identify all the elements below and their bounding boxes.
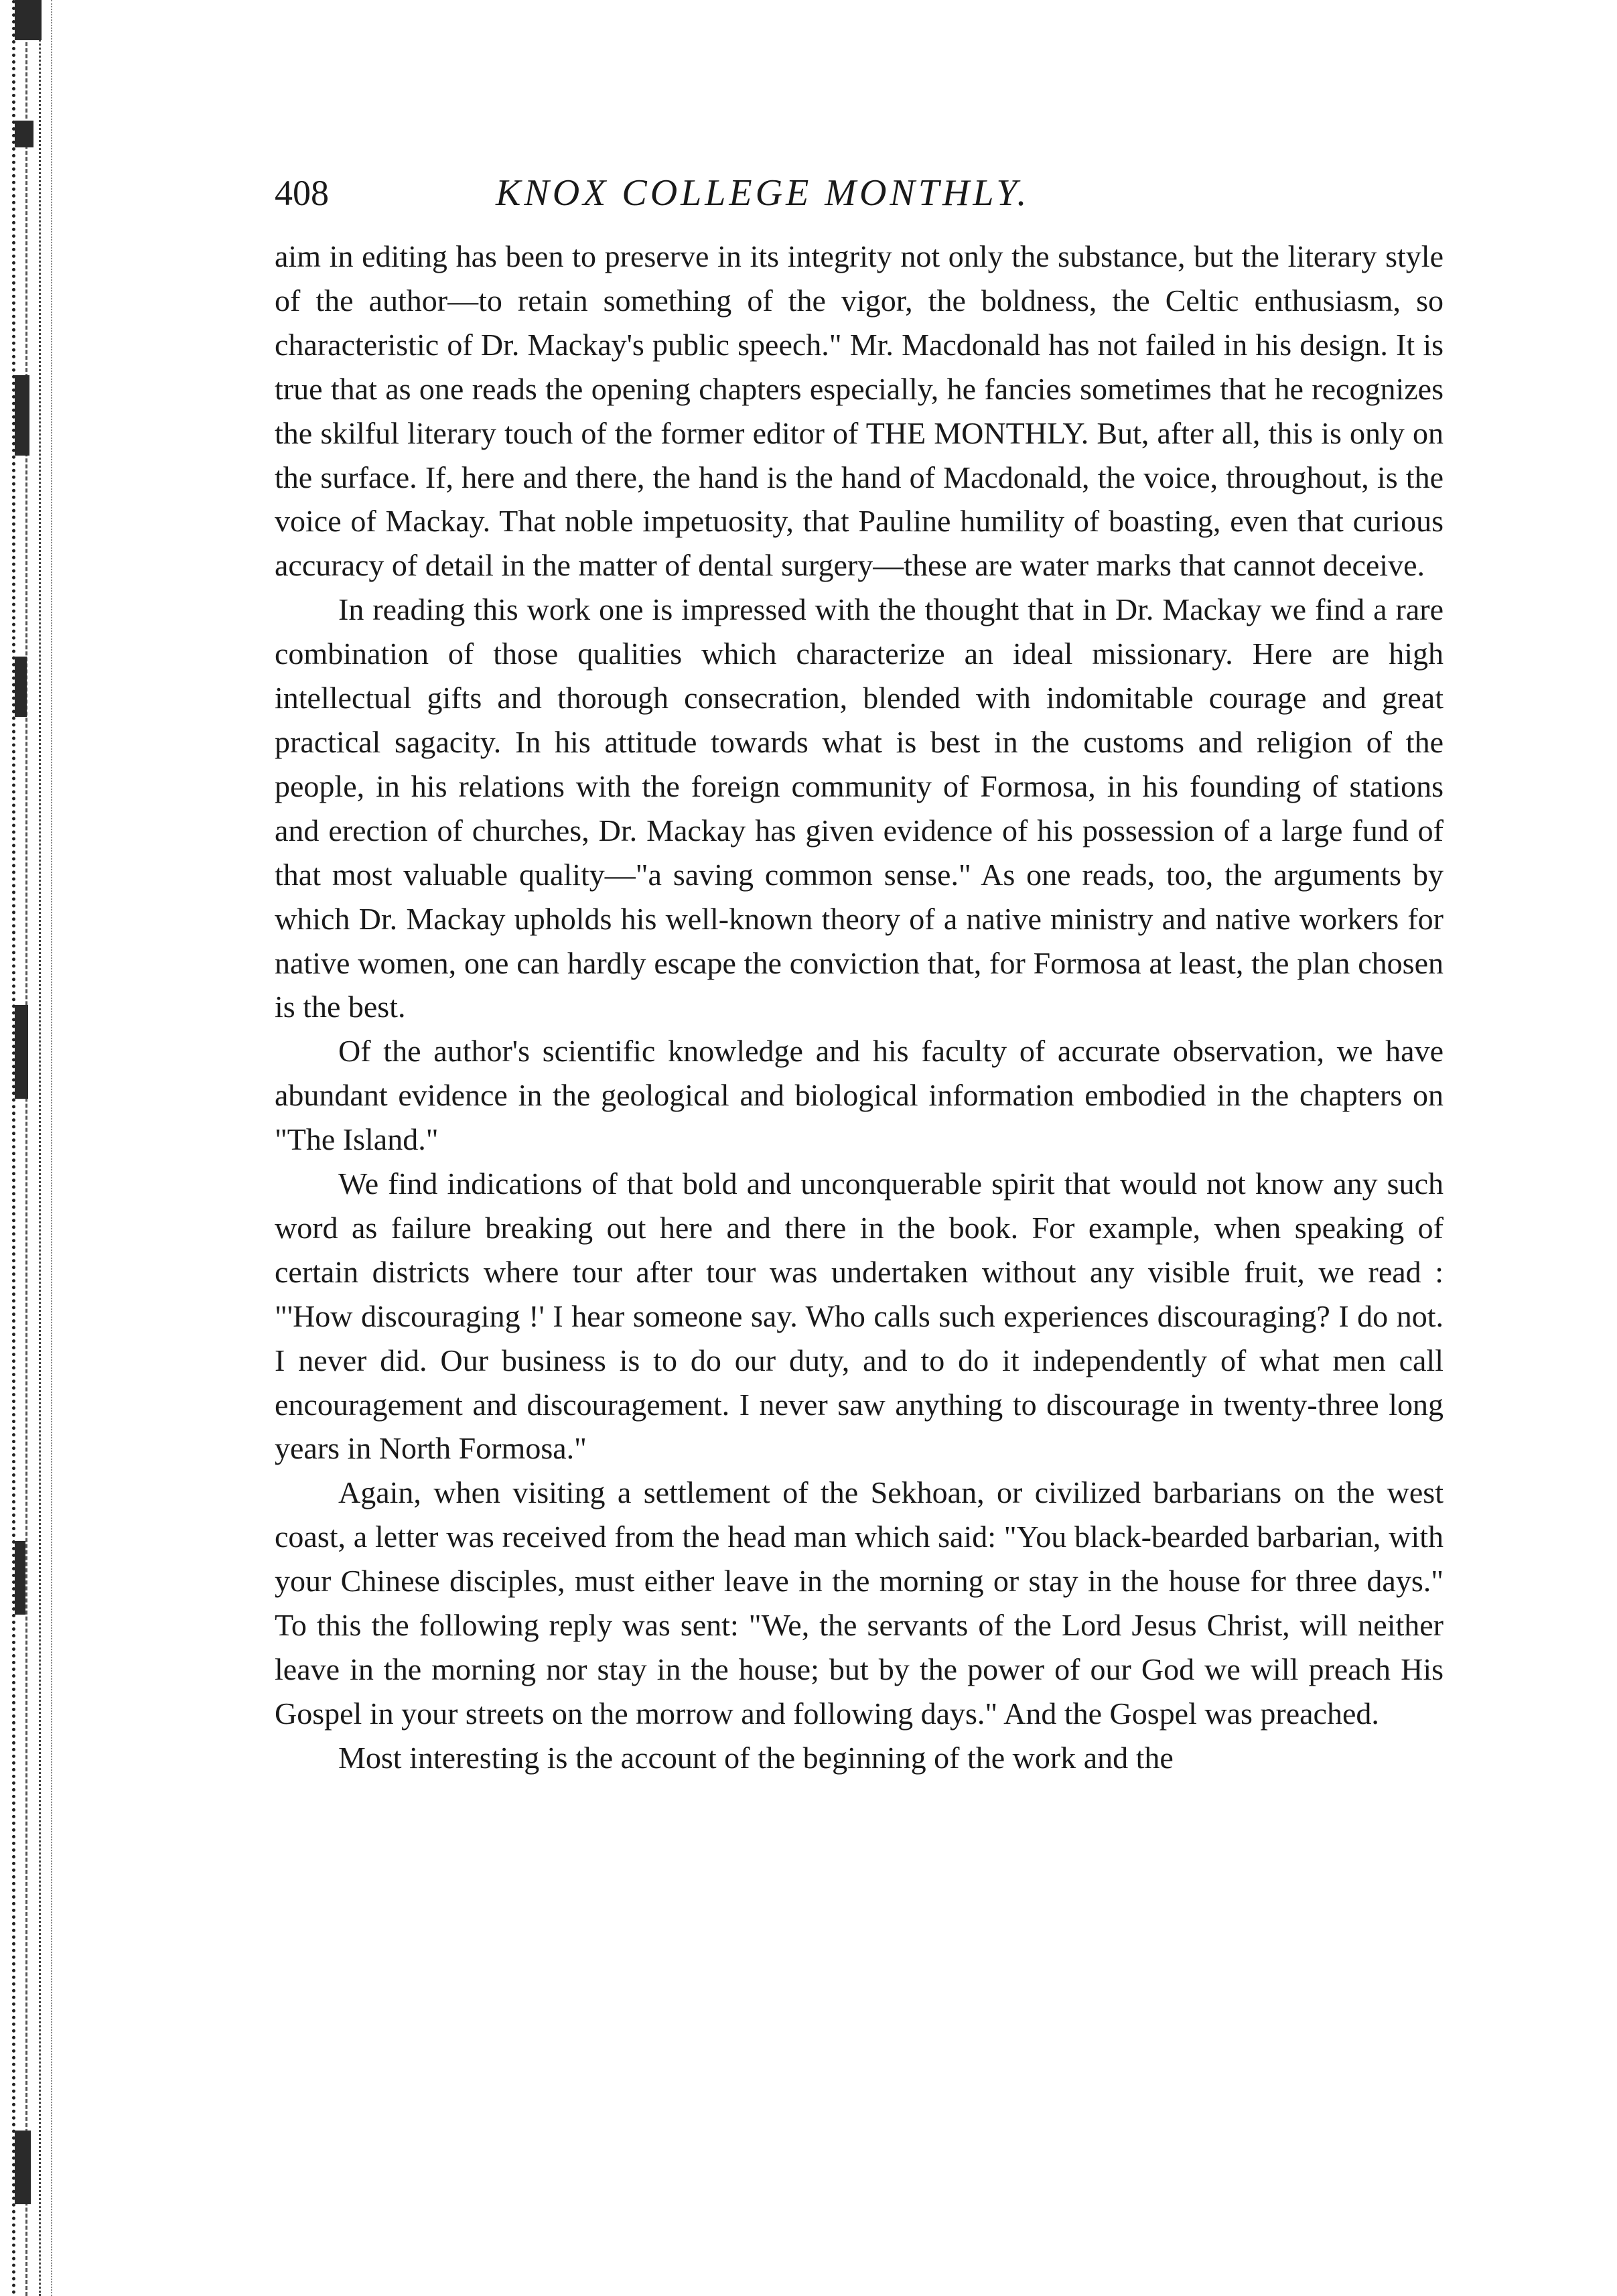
binding-speckle-line xyxy=(51,0,52,2296)
scan-binding-edge xyxy=(0,0,64,2296)
binding-speckle-line xyxy=(25,0,27,2296)
binding-ink-mark xyxy=(15,2131,31,2204)
binding-ink-mark xyxy=(15,375,29,456)
running-title: KNOX COLLEGE MONTHLY. xyxy=(496,172,1030,214)
page-header xyxy=(275,166,1427,220)
body-paragraph: In reading this work one is impressed with the thought that in Dr. Mackay we find a rare combination of those qualities which characterize an ideal missionary. Here are high intellectual gifts and thorough consecration, blended with indomitable courage and great practical sagacity. In his attitude towards what is best in the customs and religion of the people, in his relations with the foreign community of Formosa, in his founding of stations and erection of churches, Dr. Mackay has given evidence of his possession of a large fund of that most valuable quality—"a saving common sense." As one reads, too, the arguments by which Dr. Mackay upholds his well-known theory of a native ministry and native workers for native women, one can hardly escape the conviction that, for Formosa at least, the plan chosen is the best. xyxy=(275,592,1444,1024)
binding-ink-mark xyxy=(15,1541,25,1615)
body-paragraph: Of the author's scientific knowledge and his faculty of accurate observation, we have abundant evidence in the geological and biological information embodied in the chapters on "The Island." xyxy=(275,1034,1444,1157)
body-paragraph: aim in editing has been to preserve in its integrity not only the substance, but the literary style of the author—to retain something of the vigor, the boldness, the Celtic enthusiasm, so characteristic of Dr. Mackay's public speech." Mr. Macdonald has not failed in his design. It is true that as one reads the opening chapters especially, he fancies sometimes that he recognizes the skilful literary touch of the former editor of THE MONTHLY. But, after all, this is only on the surface. If, here and there, the hand is the hand of Macdonald, the voice, throughout, is the voice of Mackay. That noble impetuosity, that Pauline humility of boasting, even that curious accuracy of detail in the matter of dental surgery—these are water marks that cannot deceive. xyxy=(275,239,1444,583)
page-number: 408 xyxy=(275,173,329,213)
article-body xyxy=(275,234,1444,1780)
binding-ink-mark xyxy=(15,0,42,40)
binding-ink-mark xyxy=(15,1005,28,1099)
body-paragraph: We find indications of that bold and unconquerable spirit that would not know any such word as failure breaking out here and there in the book. For example, when speaking of certain districts where tour after tour was undertaken without any visible fruit, we read : "'How discouraging !' I hear someone say. Who calls such experiences discouraging? I do not. I never did. Our business is to do our duty, and to do it independently of what men call encouragement and discouragement. I never saw anything to discourage in twenty-three long years in North Formosa." xyxy=(275,1166,1444,1466)
binding-speckle-line xyxy=(12,0,15,2296)
body-paragraph: Again, when visiting a settlement of the Sekhoan, or civilized barbarians on the west coast, a letter was received from the head man which said: "You black-bearded barbarian, with your Chinese disciples, must either leave in the morning or stay in the house for three days." To this the following reply was sent: "We, the servants of the Lord Jesus Christ, will neither leave in the morning nor stay in the house; but by the power of our God we will preach His Gospel in your streets on the morrow and following days." And the Gospel was preached. xyxy=(275,1475,1444,1731)
binding-speckle-line xyxy=(39,0,41,2296)
binding-ink-mark xyxy=(15,121,33,147)
body-paragraph-continued: Most interesting is the account of the beginning of the work and the xyxy=(338,1740,1174,1775)
binding-ink-mark xyxy=(15,657,27,717)
